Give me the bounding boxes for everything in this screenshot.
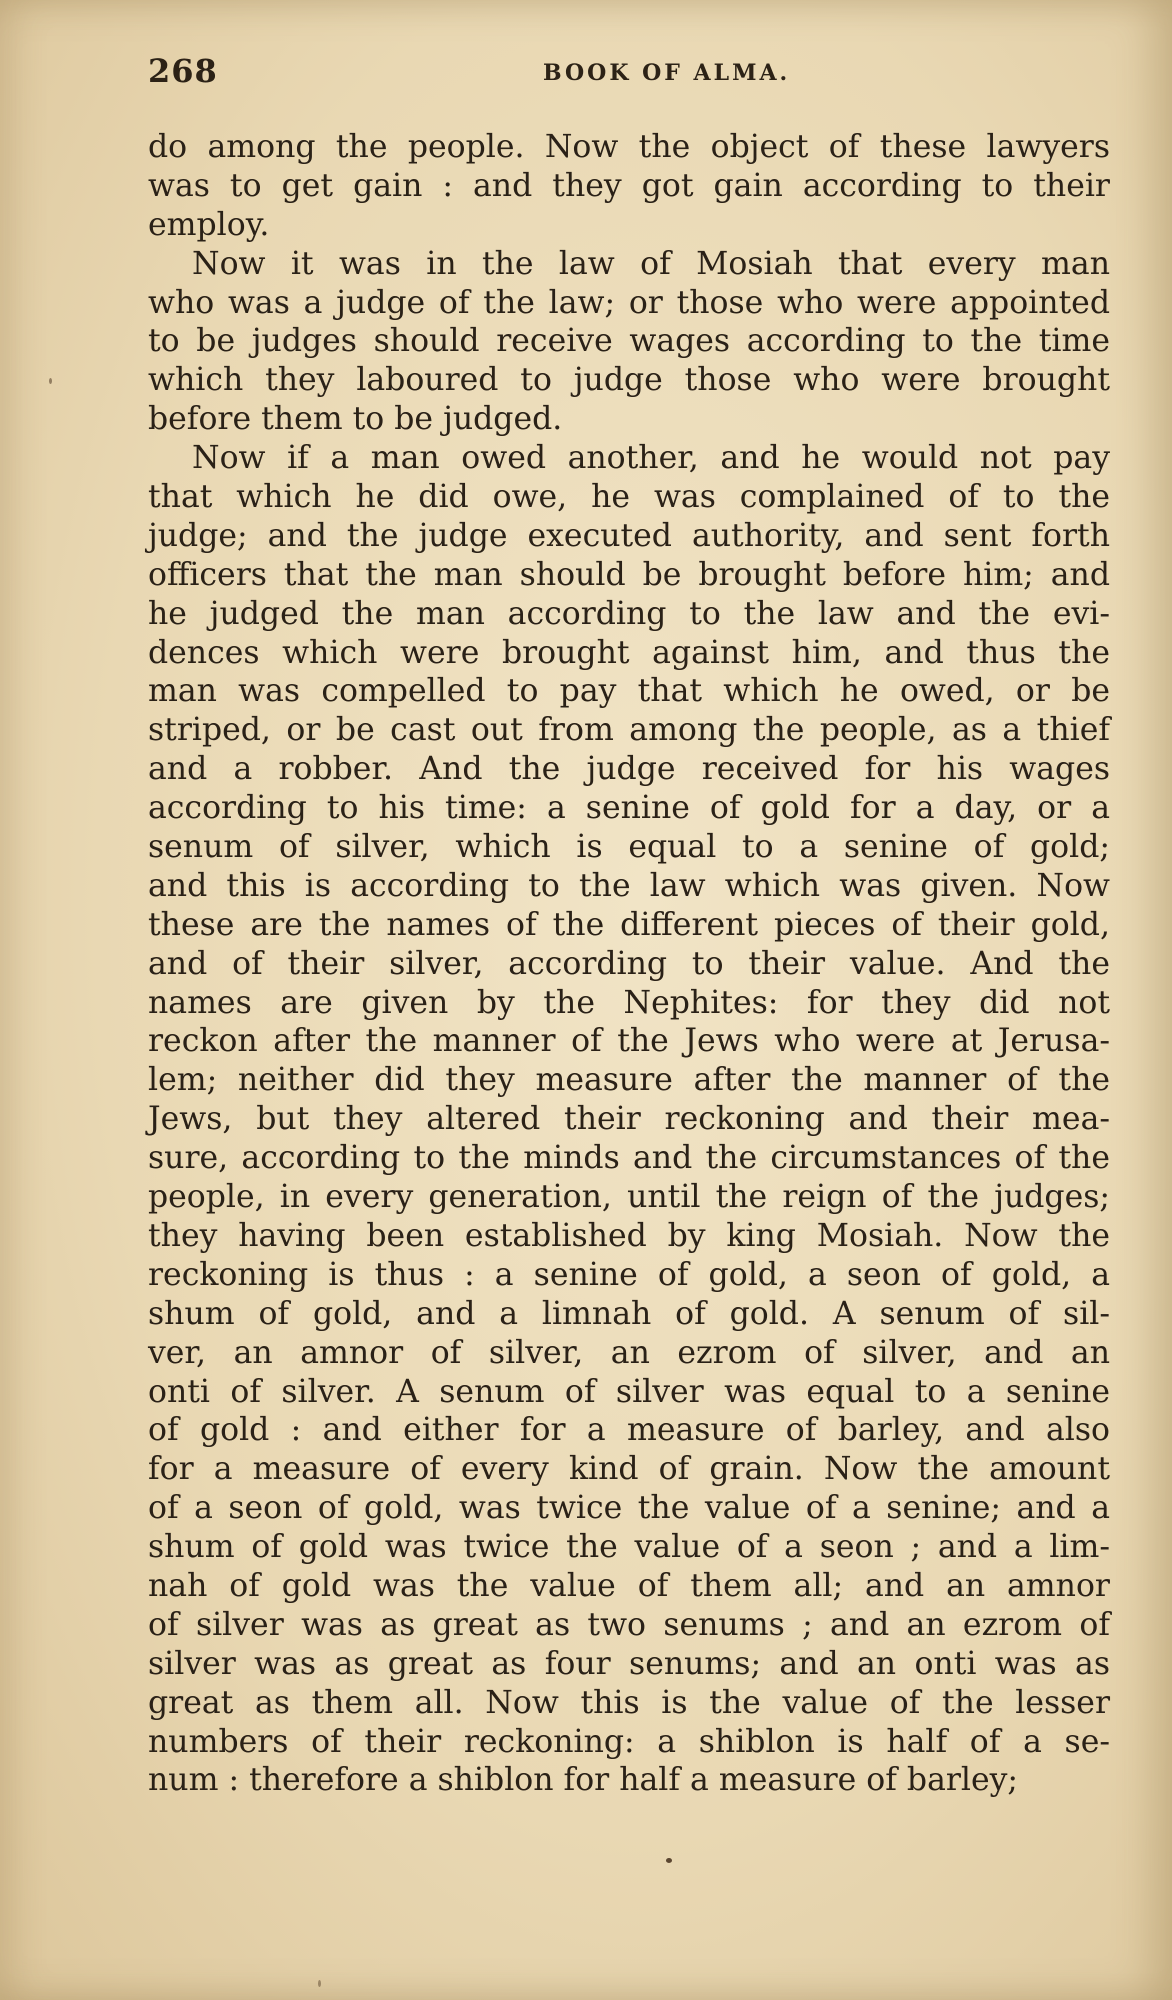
text-line: for a measure of every kind of grain. Now the amount bbox=[148, 1451, 1110, 1488]
text-line: of a seon of gold, was twice the value of a senine; and a bbox=[148, 1490, 1110, 1527]
text-line: num : therefore a shiblon for half a measure of barley; bbox=[148, 1762, 1019, 1799]
text-line: he judged the man according to the law and the evi- bbox=[148, 595, 1110, 632]
text-line: striped, or be cast out from among the people, as a thief bbox=[148, 712, 1110, 749]
text-line: according to his time: a senine of gold for a day, or a bbox=[148, 790, 1110, 827]
text-line: shum of gold was twice the value of a seon ; and a lim- bbox=[148, 1529, 1110, 1566]
text-line: people, in every generation, until the reign of the judges; bbox=[148, 1179, 1110, 1216]
text-line: reckon after the manner of the Jews who were at Jerusa- bbox=[148, 1023, 1110, 1060]
text-line: and of their silver, according to their value. And the bbox=[148, 945, 1110, 982]
paragraph bbox=[148, 245, 1110, 439]
text-line: lem; neither did they measure after the manner of the bbox=[148, 1062, 1110, 1099]
text-line: and this is according to the law which was given. Now bbox=[148, 867, 1110, 904]
ink-speck bbox=[666, 1858, 672, 1863]
text-line: onti of silver. A senum of silver was equal to a senine bbox=[148, 1373, 1110, 1410]
paragraph bbox=[148, 128, 1110, 245]
text-line: which they laboured to judge those who were brought bbox=[148, 362, 1110, 399]
text-line: was to get gain : and they got gain according to their bbox=[148, 167, 1110, 204]
text-line: Now it was in the law of Mosiah that every man bbox=[192, 245, 1110, 282]
text-line: and a robber. And the judge received for his wages bbox=[148, 751, 1110, 788]
text-line: silver was as great as four senums; and an onti was as bbox=[148, 1645, 1110, 1682]
text-line: employ. bbox=[148, 206, 270, 243]
text-line: officers that the man should be brought before him; and bbox=[148, 556, 1110, 593]
body-text bbox=[148, 128, 1110, 1800]
text-line: these are the names of the different pieces of their gold, bbox=[148, 906, 1110, 943]
running-head: BOOK OF ALMA. bbox=[543, 60, 791, 86]
text-line: senum of silver, which is equal to a senine of gold; bbox=[148, 829, 1110, 866]
text-line: ver, an amnor of silver, an ezrom of silver, and an bbox=[148, 1334, 1110, 1371]
text-line: sure, according to the minds and the circumstances of the bbox=[148, 1140, 1110, 1177]
ink-speck bbox=[318, 1980, 321, 1987]
text-line: that which he did owe, he was complained of to the bbox=[148, 479, 1110, 516]
text-line: numbers of their reckoning: a shiblon is half of a se- bbox=[148, 1723, 1110, 1760]
page-header bbox=[148, 52, 1108, 96]
text-line: of silver was as great as two senums ; and an ezrom of bbox=[148, 1606, 1110, 1643]
text-line: Now if a man owed another, and he would not pay bbox=[192, 440, 1110, 477]
text-line: judge; and the judge executed authority, and sent forth bbox=[148, 517, 1110, 554]
text-line: dences which were brought against him, and thus the bbox=[148, 634, 1110, 671]
text-line: they having been established by king Mosiah. Now the bbox=[148, 1217, 1110, 1254]
text-line: Jews, but they altered their reckoning and their mea- bbox=[148, 1101, 1110, 1138]
text-line: who was a judge of the law; or those who were appointed bbox=[148, 284, 1110, 321]
text-line: names are given by the Nephites: for they did not bbox=[148, 984, 1110, 1021]
text-line: do among the people. Now the object of these lawyers bbox=[148, 129, 1110, 165]
text-line: man was compelled to pay that which he owed, or be bbox=[148, 673, 1110, 710]
page-number: 268 bbox=[148, 52, 218, 90]
text-line: to be judges should receive wages according to the time bbox=[148, 323, 1110, 360]
text-line: shum of gold, and a limnah of gold. A senum of sil- bbox=[148, 1295, 1110, 1332]
text-line: great as them all. Now this is the value of the lesser bbox=[148, 1684, 1110, 1721]
text-line: before them to be judged. bbox=[148, 401, 563, 438]
text-line: nah of gold was the value of them all; and an amnor bbox=[148, 1567, 1110, 1604]
paragraph bbox=[148, 439, 1110, 1800]
text-line: reckoning is thus : a senine of gold, a seon of gold, a bbox=[148, 1256, 1110, 1293]
text-line: of gold : and either for a measure of barley, and also bbox=[148, 1412, 1110, 1449]
ink-speck bbox=[49, 378, 52, 384]
